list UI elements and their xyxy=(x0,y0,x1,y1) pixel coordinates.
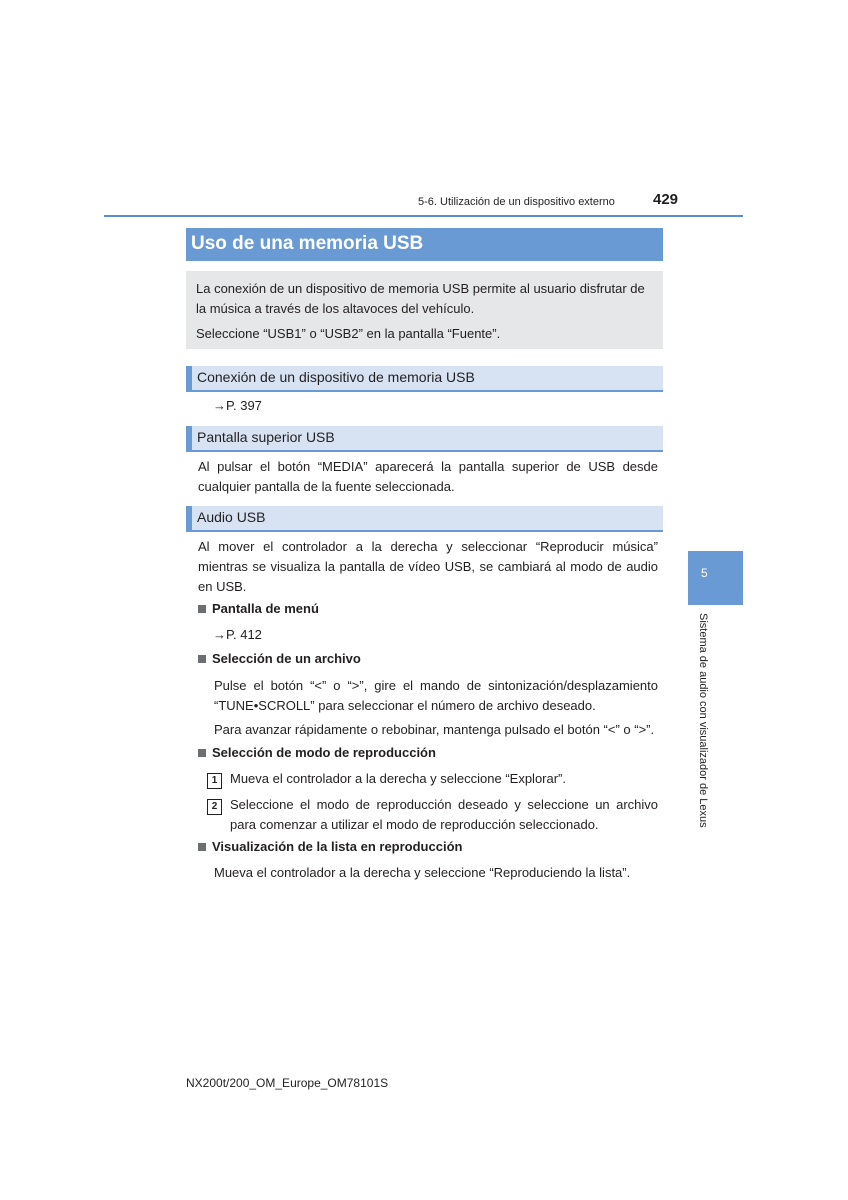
page-title-bar xyxy=(186,228,663,261)
square-bullet-icon xyxy=(198,843,206,851)
step-2-text: Seleccione el modo de reproducción deseado y seleccione un archivo para comenzar a utilizar el modo de reproducción seleccionado. xyxy=(230,797,658,832)
intro-box xyxy=(186,271,663,349)
subheading-audio-label: Audio USB xyxy=(197,509,266,525)
chapter-side-label: Sistema de audio con visualizador de Lexus xyxy=(697,613,709,828)
list-text: Mueva el controlador a la derecha y seleccione “Reproduciendo la lista”. xyxy=(214,865,631,880)
bullet-file-label: Selección de un archivo xyxy=(212,651,361,666)
subheading-connection xyxy=(186,366,663,392)
square-bullet-icon xyxy=(198,749,206,757)
bullet-menu-label: Pantalla de menú xyxy=(212,601,319,616)
connection-ref: →P. 397 xyxy=(213,398,262,413)
subheading-connection-label: Conexión de un dispositivo de memoria USB xyxy=(197,369,475,385)
subheading-top-screen xyxy=(186,426,663,452)
top-screen-text: Al pulsar el botón “MEDIA” aparecerá la pantalla superior de USB desde cualquier pantalla de la fuente seleccionada. xyxy=(198,459,658,494)
file-text: Pulse el botón “<” o “>”, gire el mando de sintonización/desplazamiento “TUNE•SCROLL” para seleccionar el número de archivo deseado. xyxy=(214,678,658,713)
step-2-number: 2 xyxy=(207,796,222,815)
chapter-tab xyxy=(688,551,743,605)
square-bullet-icon xyxy=(198,605,206,613)
running-header-section: 5-6. Utilización de un dispositivo externo xyxy=(418,196,615,208)
step-1-text: Mueva el controlador a la derecha y seleccione “Explorar”. xyxy=(230,771,567,786)
intro-line-3: Seleccione “USB1” o “USB2” en la pantalla “Fuente”. xyxy=(196,326,501,341)
subheading-top-screen-label: Pantalla superior USB xyxy=(197,429,335,445)
bullet-mode-label: Selección de modo de reproducción xyxy=(212,745,436,760)
bullet-menu xyxy=(198,601,319,616)
page-number: 429 xyxy=(653,191,679,208)
intro-line-1: La conexión de un dispositivo de memoria USB permite al usuario disfrutar de xyxy=(196,281,645,296)
intro-line-2: la música a través de los altavoces del vehículo. xyxy=(196,301,475,316)
audio-text: Al mover el controlador a la derecha y seleccionar “Reproducir música” mientras se visualiza la pantalla de vídeo USB, se cambiará al modo de audio en USB. xyxy=(198,539,658,594)
step-1-number: 1 xyxy=(207,770,222,789)
bullet-mode xyxy=(198,745,436,760)
file-text-2: Para avanzar rápidamente o rebobinar, mantenga pulsado el botón “<” o “>”. xyxy=(214,722,655,737)
bullet-list xyxy=(198,839,462,854)
footer-code: NX200t/200_OM_Europe_OM78101S xyxy=(186,1076,389,1090)
header-rule xyxy=(104,215,743,217)
square-bullet-icon xyxy=(198,655,206,663)
bullet-file xyxy=(198,651,361,666)
bullet-list-label: Visualización de la lista en reproducción xyxy=(212,839,463,854)
page-title: Uso de una memoria USB xyxy=(191,233,424,254)
menu-ref: →P. 412 xyxy=(213,627,262,642)
subheading-audio xyxy=(186,506,663,532)
chapter-number: 5 xyxy=(701,566,708,580)
